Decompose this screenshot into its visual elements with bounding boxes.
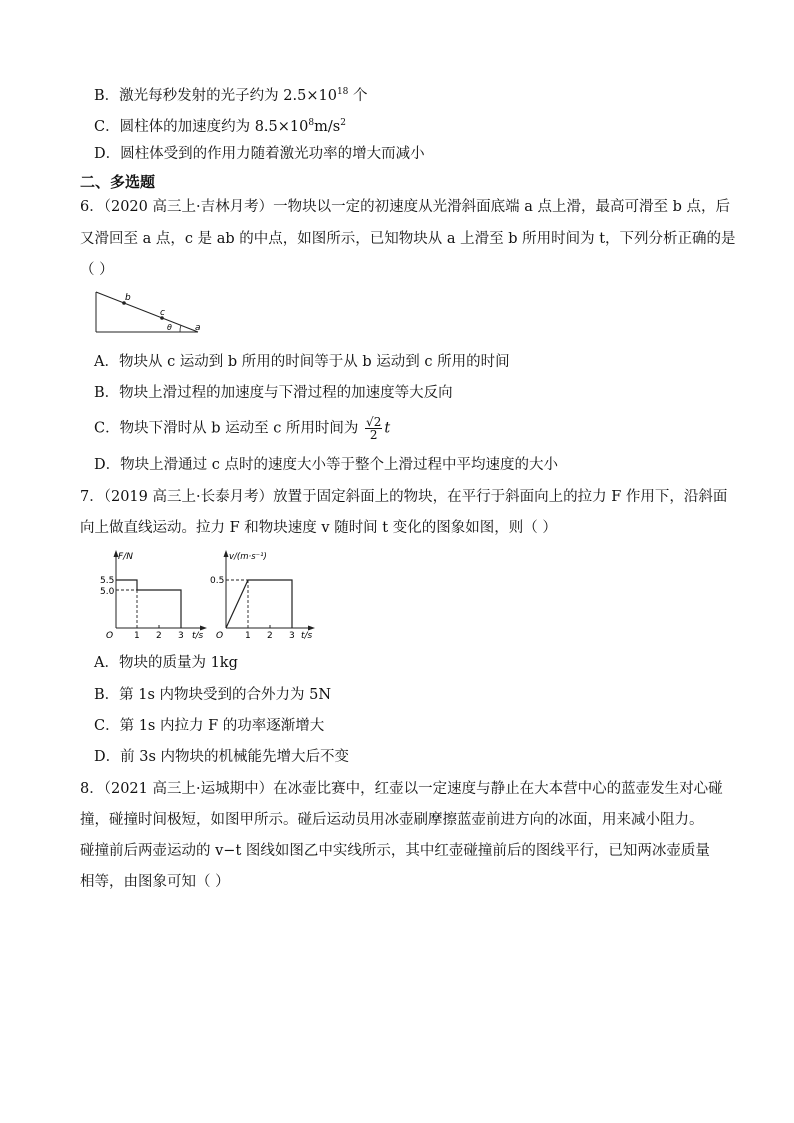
graph-f-ylabel: F/N: [118, 552, 133, 562]
option-prev-b: [94, 82, 368, 106]
q6-stem-line2: 又滑回至 a 点，c 是 ab 的中点，如图所示，已知物块从 a 上滑至 b 所用时间为 t，下列分析正确的是: [80, 231, 736, 247]
graph-f-xtick-2: 2: [156, 631, 162, 641]
option-prev-c: [94, 113, 346, 137]
q6-stem-line1: 6．（2020 高三上·吉林月考）一物块以一定的初速度从光滑斜面底端 a 点上滑，最高可滑至 b 点，后: [80, 199, 730, 215]
q6-option-c: [94, 416, 390, 441]
exponent: 18: [336, 87, 349, 97]
option-prev-d: D．圆柱体受到的作用力随着激光功率的增大而减小: [94, 146, 425, 162]
q6-option-a: A．物块从 c 运动到 b 所用的时间等于从 b 运动到 c 所用的时间: [94, 354, 510, 370]
label-c: c: [160, 308, 165, 318]
graph-f-origin: O: [106, 631, 114, 641]
q7-stem-line2: 向上做直线运动。拉力 F 和物块速度 v 随时间 t 变化的图象如图，则（ ）: [80, 520, 557, 536]
q7-option-b: B．第 1s 内物块受到的合外力为 5N: [94, 687, 332, 703]
graph-f-xlabel: t/s: [192, 631, 204, 641]
graph-v-xtick-3: 3: [289, 631, 295, 641]
q7-stem-line1: 7．（2019 高三上·长泰月考）放置于固定斜面上的物块，在平行于斜面向上的拉力 F 作用下，沿斜面: [80, 489, 728, 505]
option-text: C．物块下滑时从 b 运动至 c 所用时间为: [94, 420, 359, 437]
graph-f-xtick-3: 3: [178, 631, 184, 641]
graph-v-origin: O: [216, 631, 224, 641]
label-b: b: [125, 293, 131, 303]
graph-f-ytick-5-0: 5.0: [100, 587, 115, 597]
fraction-numerator: √2: [366, 415, 382, 429]
q7-graph-force: [100, 548, 212, 642]
graph-v-xtick-2: 2: [267, 631, 273, 641]
label-a: a: [195, 323, 201, 333]
fraction: [365, 416, 382, 441]
exponent: 2: [340, 118, 346, 128]
graph-f-xtick-1: 1: [134, 631, 140, 641]
exponent: 8: [308, 118, 315, 128]
q7-graph-velocity: [210, 548, 320, 642]
unit: m/s: [314, 119, 341, 135]
label-theta: θ: [167, 323, 172, 332]
q8-stem-line3: 碰撞前后两壶运动的 v−t 图线如图乙中实线所示，其中红壶碰撞前后的图线平行，已知两冰壶质量: [80, 843, 710, 859]
q6-incline-figure: [92, 286, 204, 338]
q6-option-b: B．物块上滑过程的加速度与下滑过程的加速度等大反向: [94, 385, 453, 401]
section-title: 二、多选题: [80, 173, 156, 191]
graph-v-ylabel: v/(m·s⁻¹): [229, 552, 267, 562]
graph-v-ytick-0-5: 0.5: [210, 576, 225, 586]
q6-stem-line3: （ ）: [80, 262, 114, 278]
q7-option-d: D．前 3s 内物块的机械能先增大后不变: [94, 749, 350, 765]
q7-option-a: A．物块的质量为 1kg: [94, 655, 238, 671]
q8-stem-line4: 相等，由图象可知（ ）: [80, 874, 230, 890]
option-tail: 个: [348, 88, 368, 104]
q8-stem-line1: 8．（2021 高三上·运城期中）在冰壶比赛中，红壶以一定速度与静止在大本营中心的蓝壶发生对心碰: [80, 781, 723, 797]
q6-option-d: D．物块上滑通过 c 点时的速度大小等于整个上滑过程中平均速度的大小: [94, 457, 558, 473]
graph-v-xlabel: t/s: [301, 631, 313, 641]
variable-t: t: [384, 420, 391, 437]
q8-stem-line2: 撞，碰撞时间极短，如图甲所示。碰后运动员用冰壶刷摩擦蓝壶前进方向的冰面，用来减小阻力。: [80, 812, 704, 828]
option-text: C．圆柱体的加速度约为 8.5×10: [94, 119, 309, 135]
fraction-denominator: 2: [369, 428, 378, 442]
graph-f-ytick-5-5: 5.5: [100, 576, 115, 586]
q7-option-c: C．第 1s 内拉力 F 的功率逐渐增大: [94, 718, 325, 734]
graph-v-xtick-1: 1: [245, 631, 251, 641]
option-text: B．激光每秒发射的光子约为 2.5×10: [94, 88, 337, 104]
